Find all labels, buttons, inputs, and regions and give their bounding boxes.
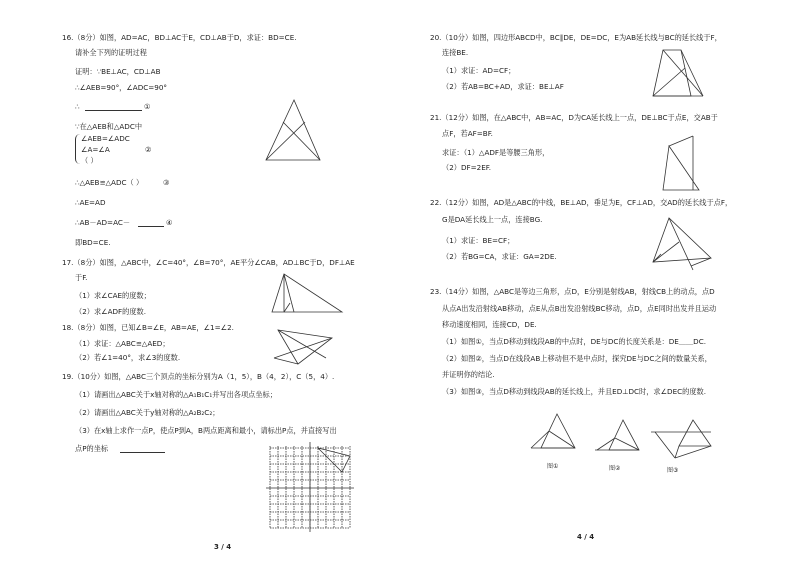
system-line2: ∠A=∠A — [81, 145, 110, 154]
q16-line4: ∵在△AEB和△ADC中 — [75, 122, 143, 131]
q23-line2: 移动速度相同，连接CD，DE. — [442, 320, 537, 329]
q18-title: 18.（8分）如图，已知∠B=∠E，AB=AE，∠1=∠2. — [62, 323, 234, 332]
q22-line0: G是DA延长线上一点，连接BG. — [442, 215, 543, 224]
q23-figure-1 — [529, 410, 583, 454]
system-line3: （ ） — [81, 156, 98, 165]
q17-line2: （2）求∠ADF的度数. — [75, 307, 147, 316]
system-brace — [75, 134, 80, 164]
q23-line3: （1）如图①，当点D移动到线段AB的中点时，DE与DC的长度关系是：DE＿＿DC. — [442, 337, 707, 346]
q16-line7: ∴AB－AD=AC－ — [75, 218, 131, 227]
blank-1 — [85, 110, 142, 111]
coordinate-grid-figure — [266, 442, 358, 534]
q22-line2: （2）若BG=CA，求证：GA=2DE. — [442, 252, 557, 261]
q19-line1: （1）请画出△ABC关于x轴对称的△A₁B₁C₁并写出各项点坐标； — [75, 390, 277, 399]
q16-line5: ∴△AEB≌△ADC（ ） — [75, 178, 144, 187]
q16-line6: ∴AE=AD — [75, 198, 106, 207]
q17-line1: （1）求∠CAE的度数； — [75, 291, 151, 300]
q16-figure — [258, 96, 328, 168]
q19-line3: （3）在x轴上求作一点P，使点P到A，B两点距离和最小，请标出P点，并直接写出 — [75, 426, 337, 435]
q23-line1: 从点A出发沿射线AB移动，点E从点B出发沿射线BC移动，点D，点E同时出发并且运动 — [442, 304, 717, 313]
q18-figure — [270, 326, 340, 368]
q19-title: 19.（10分）如图，△ABC三个顶点的坐标分别为A（1，5），B（4，2），C（5，4）. — [62, 372, 335, 381]
q16-line3: ∴ — [75, 102, 80, 111]
q22-line1: （1）求证：BE=CF； — [442, 236, 515, 245]
q19-line2: （2）请画出△ABC关于y轴对称的△A₂B₂C₂； — [75, 408, 220, 417]
q23-figure-2-caption: 图② — [609, 465, 621, 472]
q16-line1: 证明：∵BE⊥AC，CD⊥AB — [75, 67, 161, 76]
q23-line5: 并证明你的结论. — [442, 370, 495, 379]
blank-3-marker: ③ — [163, 178, 170, 187]
q21-line2: （2）DF=2EF. — [442, 163, 492, 172]
page-number-right: 4 / 4 — [577, 533, 595, 541]
q20-line0: 连接BE. — [442, 48, 469, 57]
q19-line4: 点P的坐标 — [75, 444, 109, 453]
q23-title: 23.（14分）如图，△ABC是等边三角形，点D，E分别是射线AB，射线CB上的动点，点D — [430, 287, 715, 296]
q16-prompt: 请补全下列的证明过程 — [75, 48, 147, 57]
q20-line1: （1）求证：AD=CF； — [442, 66, 516, 75]
q23-figure-1-caption: 图① — [547, 463, 559, 470]
blank-1-marker: ① — [144, 102, 151, 111]
q20-title: 20.（10分）如图，四边形ABCD中，BC∥DE，DE=DC，E为AB延长线与BC的延长线于F， — [430, 33, 722, 42]
q17-title: 17.（8分）如图，△ABC中，∠C=40°，∠B=70°，AE平分∠CAB，AD⊥BC于D，DF⊥AE — [62, 258, 355, 267]
q16-title: 16.（8分）如图，AD=AC，BD⊥AC于E，CD⊥AB于D，求证：BD=CE. — [62, 33, 297, 42]
q21-line0: 点F，若AF=BF. — [442, 129, 493, 138]
point-p-blank — [120, 452, 165, 453]
q21-figure — [659, 132, 703, 194]
q22-title: 22.（12分）如图，AD是△ABC的中线，BE⊥AD，垂足为E，CF⊥AD，交AD的延长线于点F， — [430, 198, 733, 207]
q18-line1: （1）求证：△ABC≌△AED； — [75, 339, 170, 348]
q22-figure — [651, 214, 717, 274]
q23-line4: （2）如图②，当点D在线段AB上移动但不是中点时，探究DE与DC之间的数量关系， — [442, 354, 712, 363]
q20-line2: （2）若AB=BC+AD，求证：BE⊥AF — [442, 82, 564, 91]
blank-2-marker: ② — [145, 145, 152, 154]
blank-4 — [138, 226, 164, 227]
system-line1: ∠AEB=∠ADC — [81, 134, 130, 143]
blank-4-marker: ④ — [166, 218, 173, 227]
q17-figure — [270, 270, 346, 318]
q23-figure-3 — [645, 414, 717, 464]
q16-line8: 即BD=CE. — [75, 238, 111, 247]
q21-title: 21.（12分）如图，在△ABC中，AB=AC，D为CA延长线上一点，DE⊥BC于点E，交AB于 — [430, 113, 718, 122]
q23-line6: （3）如图③，当点D移动到线段AB的延长线上，并且ED⊥DC时，求∠DEC的度数. — [442, 387, 706, 396]
q18-line2: （2）若∠1=40°，求∠3的度数. — [75, 353, 181, 362]
q20-figure — [651, 46, 711, 102]
q17-line0: 于F. — [75, 273, 88, 282]
q16-line2: ∴∠AEB=90°，∠ADC=90° — [75, 83, 168, 92]
q23-figure-3-caption: 图③ — [667, 467, 679, 474]
q23-figure-2 — [593, 416, 643, 456]
right-page — [397, 0, 794, 561]
page-number-left: 3 / 4 — [214, 543, 232, 551]
q21-line1: 求证：（1）△ADF是等腰三角形， — [442, 148, 550, 157]
